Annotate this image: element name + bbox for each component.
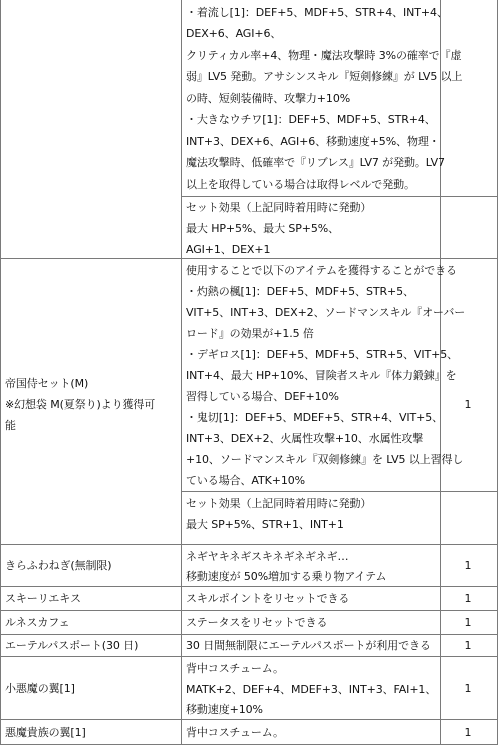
quantity: 1 (464, 639, 472, 652)
row-divider (0, 634, 498, 635)
desc-line: 弱』LV5 発動。アサシンスキル『短剣修練』が LV5 以上 (186, 70, 463, 83)
item-name: 悪魔貴族の翼[1] (5, 726, 86, 739)
desc-line: の時、短剣装備時、攻撃力+10% (186, 92, 351, 105)
desc-line: 習得している場合、DEF+10% (186, 390, 339, 403)
row-divider (0, 586, 498, 587)
quantity: 1 (464, 592, 472, 605)
item-name: ※幻想袋 M(夏祭り)より獲得可 (5, 398, 156, 411)
set-effect-line: AGI+1、DEX+1 (186, 243, 271, 256)
desc-line: VIT+5、INT+3、DEX+2、ソードマンスキル『オーバー (186, 306, 466, 319)
desc-line: ステータスをリセットできる (186, 616, 328, 629)
desc-line: ・鬼切[1]：DEF+5、MDEF+5、STR+4、VIT+5、 (186, 411, 444, 424)
quantity: 1 (464, 559, 472, 572)
desc-line: INT+3、DEX+2、火属性攻撃+10、水属性攻撃 (186, 432, 424, 445)
desc-line: 以上を取得している場合は取得レベルで発動。 (186, 178, 415, 191)
item-name: 帝国侍セット(M) (5, 377, 89, 390)
desc-line: 使用することで以下のアイテムを獲得することができる (186, 264, 457, 277)
quantity: 1 (464, 682, 472, 695)
desc-line: ・大きなウチワ[1]：DEF+5、MDF+5、STR+4、 (186, 113, 436, 126)
set-effect-line: 最大 HP+5%、最大 SP+5%、 (186, 222, 340, 235)
desc-line: 魔法攻撃時、低確率で『リブレス』LV7 が発動。LV7 (186, 156, 445, 169)
desc-line: INT+4、最大 HP+10%、冒険者スキル『体力鍛錬』を (186, 369, 457, 382)
row-divider (0, 656, 498, 657)
desc-line: クリティカル率+4、物理・魔法攻撃時 3%の確率で『虚 (186, 49, 462, 62)
row-divider (0, 744, 498, 745)
item-name: ルネスカフェ (5, 616, 70, 629)
item-name: きらふわねぎ(無制限) (5, 559, 112, 572)
desc-line: ている場合、ATK+10% (186, 474, 305, 487)
quantity: 1 (464, 398, 472, 411)
desc-line: 移動速度+10% (186, 703, 263, 716)
desc-line: 背中コスチューム。 (186, 726, 284, 739)
row-divider (0, 719, 498, 720)
quantity: 1 (464, 726, 472, 739)
desc-line: 移動速度が 50%増加する乗り物アイテム (186, 570, 387, 583)
set-effect-line: 最大 SP+5%、STR+1、INT+1 (186, 518, 344, 531)
item-name: エーテルパスポート(30 日) (5, 639, 139, 652)
desc-line: ・着流し[1]：DEF+5、MDF+5、STR+4、INT+4、 (186, 6, 448, 19)
desc-line: ・デギロス[1]：DEF+5、MDF+5、STR+5、VIT+5、 (186, 348, 459, 361)
desc-line: ・灼熱の楓[1]：DEF+5、MDF+5、STR+5、 (186, 285, 414, 298)
row-divider (0, 610, 498, 611)
item-name: 小悪魔の翼[1] (5, 682, 75, 695)
set-effect-line: セット効果（上記同時着用時に発動） (186, 201, 372, 214)
set-effect-line: セット効果（上記同時着用時に発動） (186, 497, 372, 510)
col-divider (181, 0, 182, 745)
item-name: 能 (5, 419, 16, 432)
row-divider (181, 196, 497, 197)
desc-line: 背中コスチューム。 (186, 662, 284, 675)
desc-line: +10、ソードマンスキル『双剣修練』を LV5 以上習得し (186, 453, 464, 466)
desc-line: INT+3、DEX+6、AGI+6、移動速度+5%、物理・ (186, 135, 440, 148)
desc-line: MATK+2、DEF+4、MDEF+3、INT+3、FAI+1、 (186, 683, 437, 696)
row-divider (0, 258, 498, 259)
row-divider (181, 491, 497, 492)
col-divider (0, 0, 1, 745)
desc-line: ネギヤキネギスキネギネギネギ… (186, 550, 349, 563)
desc-line: ロード』の効果が+1.5 倍 (186, 327, 314, 340)
desc-line: 30 日間無制限にエーテルパスポートが利用できる (186, 639, 431, 652)
desc-line: DEX+6、AGI+6、 (186, 27, 282, 40)
item-name: スキーリエキス (5, 592, 81, 605)
desc-line: スキルポイントをリセットできる (186, 592, 350, 605)
quantity: 1 (464, 616, 472, 629)
row-divider (0, 544, 498, 545)
